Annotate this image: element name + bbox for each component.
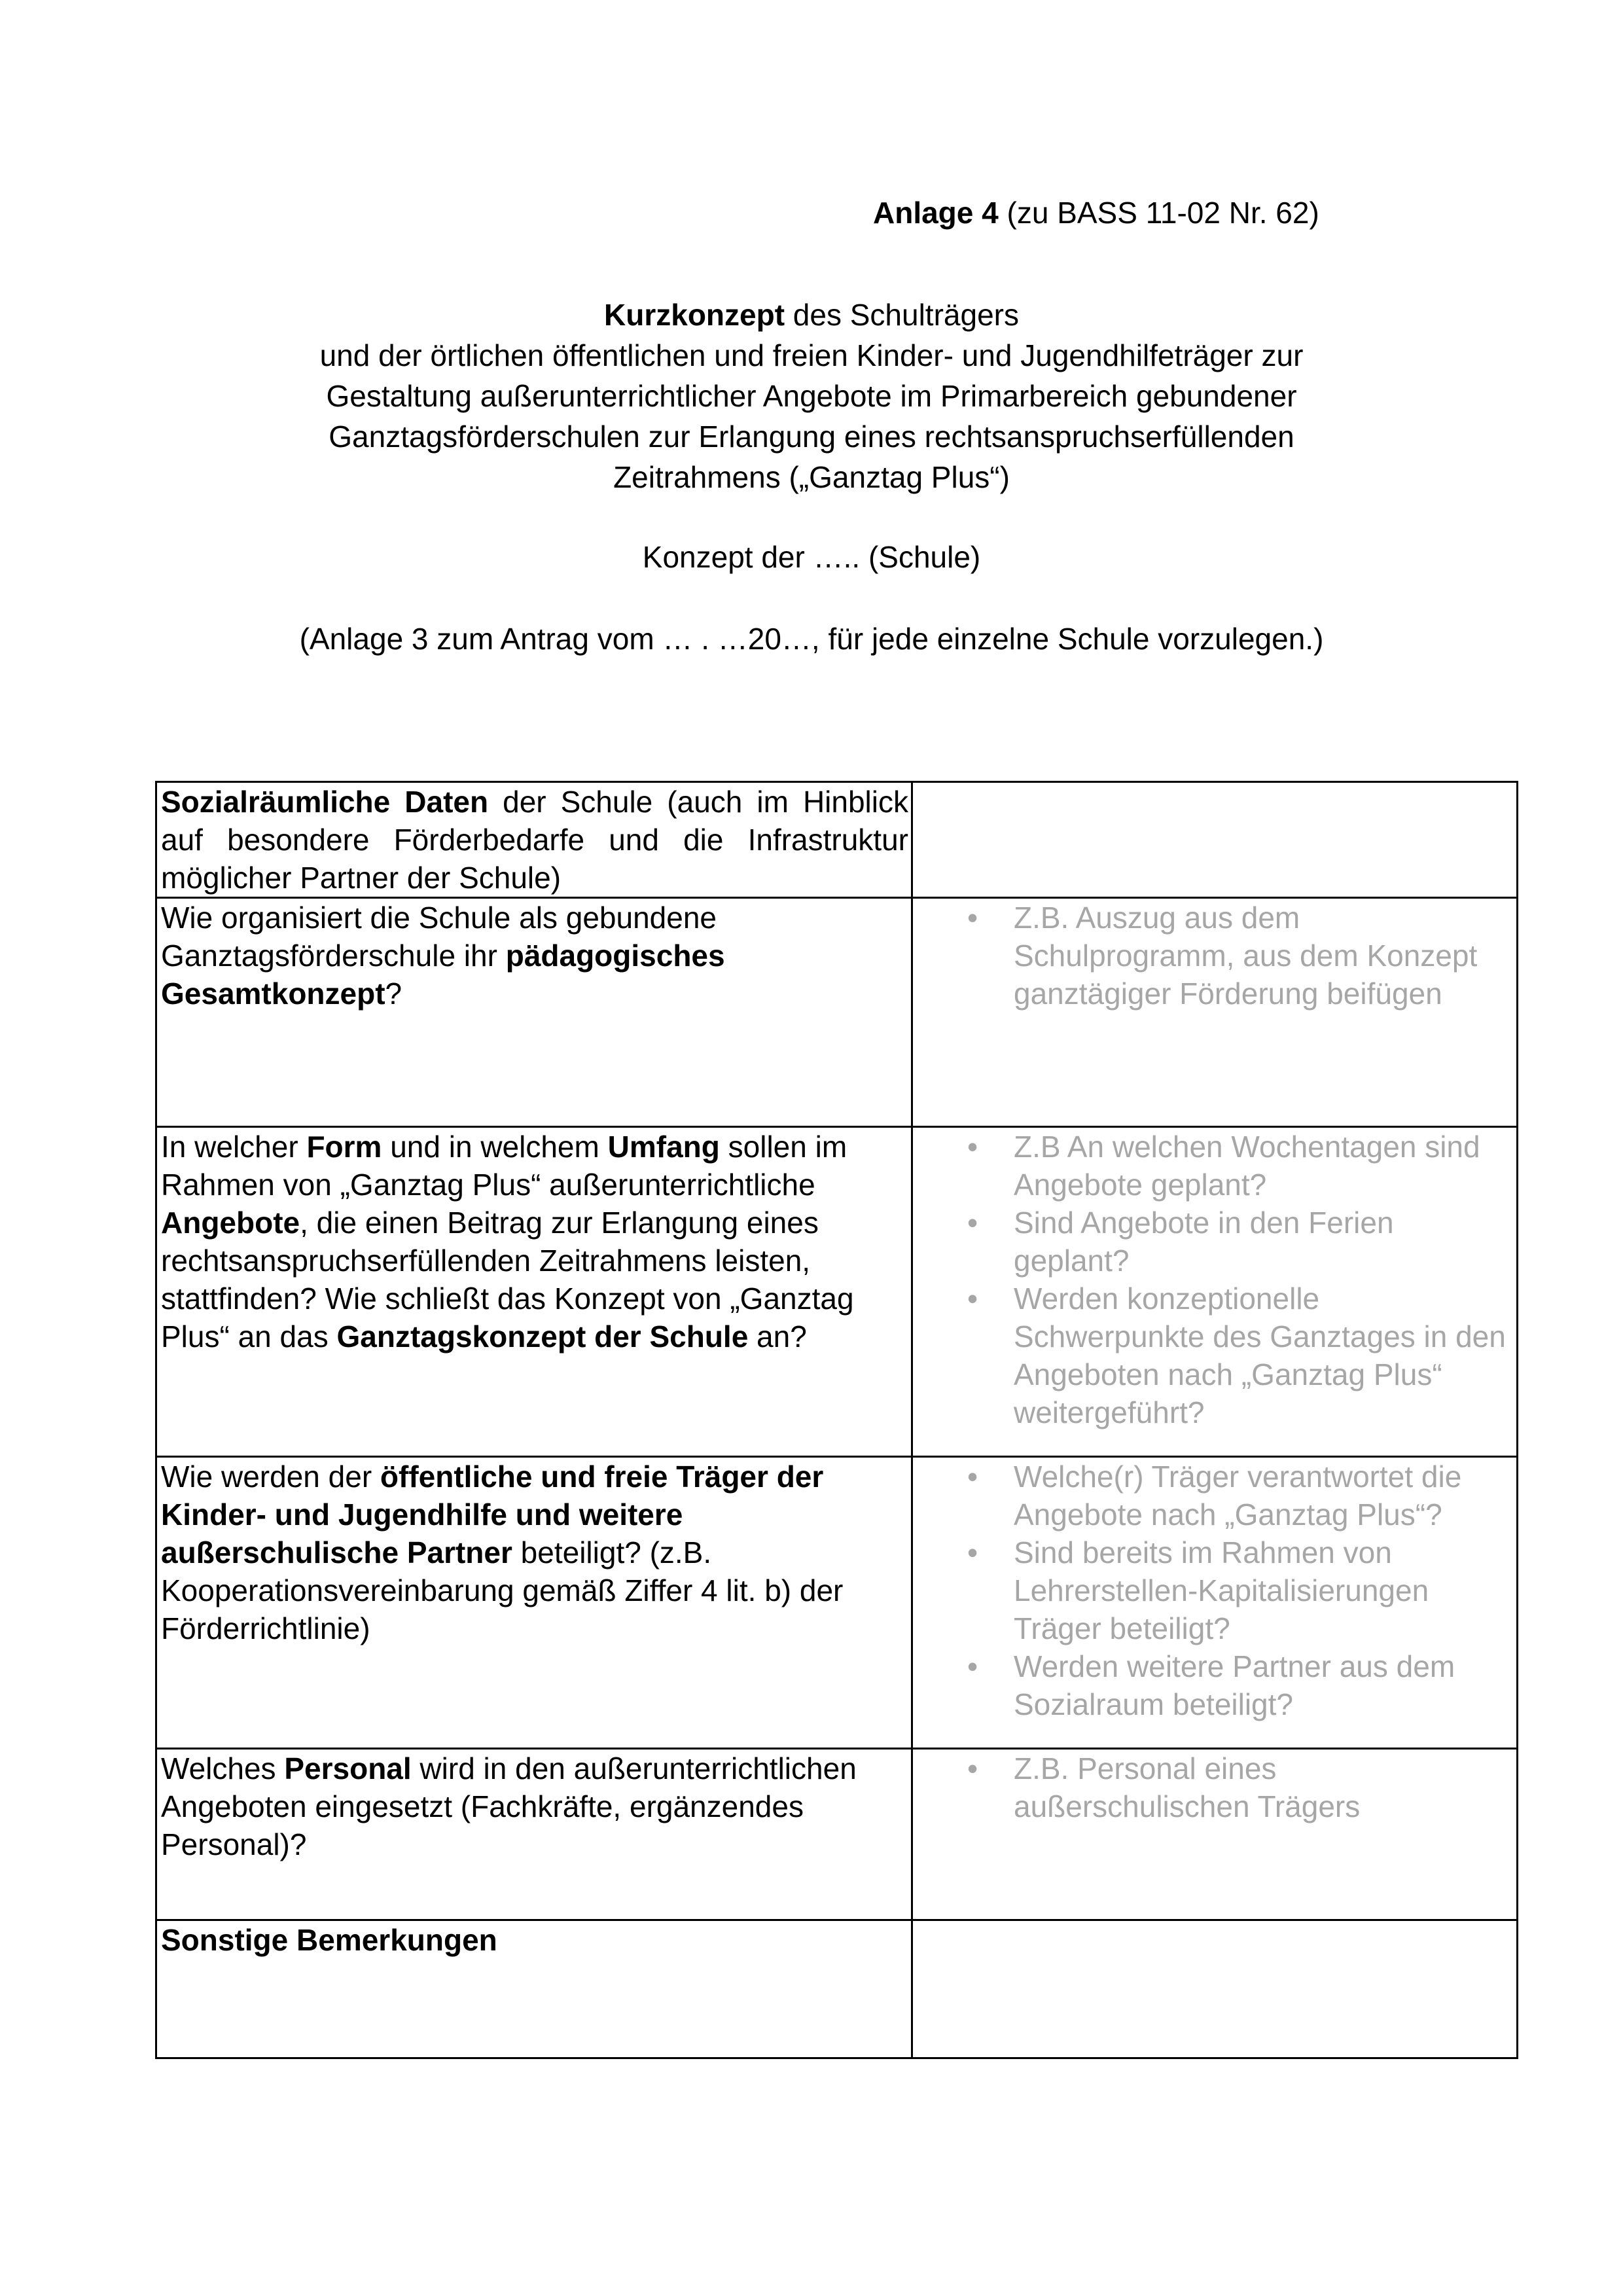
question-text: Welches bbox=[161, 1751, 285, 1785]
question-text: sollen im Rahmen von „Ganztag Plus“ außerunterrichtliche bbox=[161, 1130, 847, 1202]
application-note: (Anlage 3 zum Antrag vom … . …20…, für jede einzelne Schule vorzulegen.) bbox=[299, 622, 1324, 656]
hint-text: Z.B An welchen Wochentagen sind Angebote geplant? bbox=[1014, 1130, 1480, 1202]
answer-cell[interactable] bbox=[912, 1920, 1518, 2058]
question-emphasis: Ganztagskonzept der Schule bbox=[336, 1319, 749, 1354]
question-cell bbox=[156, 1749, 912, 1920]
question-cell bbox=[156, 898, 912, 1127]
hint-text: Werden konzeptionelle Schwerpunkte des Ganztages in den Angeboten nach „Ganztag Plus“ weitergeführt? bbox=[1014, 1282, 1506, 1429]
bullet-icon: • bbox=[967, 1130, 978, 1164]
hint-text: Welche(r) Träger verantwortet die Angebote nach „Ganztag Plus“? bbox=[1014, 1460, 1462, 1532]
title-line-5: Zeitrahmens („Ganztag Plus“) bbox=[613, 460, 1010, 494]
hint-list bbox=[917, 1458, 1514, 1723]
table-row bbox=[156, 1457, 1518, 1749]
hint-item bbox=[967, 1458, 1514, 1534]
hint-text: Z.B. Auszug aus dem Schulprogramm, aus dem Konzept ganztägiger Förderung beifügen bbox=[1014, 901, 1478, 1011]
answer-cell[interactable] bbox=[912, 1127, 1518, 1457]
question-emphasis: Sonstige Bemerkungen bbox=[161, 1923, 497, 1957]
question-emphasis: Form bbox=[306, 1130, 382, 1164]
hint-item bbox=[967, 1647, 1514, 1723]
table-row bbox=[156, 1749, 1518, 1920]
title-line-4: Ganztagsförderschulen zur Erlangung eines rechtsanspruchserfüllenden bbox=[329, 420, 1294, 454]
question-text: In welcher bbox=[161, 1130, 307, 1164]
bullet-icon: • bbox=[967, 901, 978, 935]
question-text: der Schule (auch im Hinblick auf besondere Förderbedarfe und die Infrastruktur möglicher Partner der Schule) bbox=[161, 785, 909, 895]
hint-item bbox=[967, 1128, 1514, 1204]
document-title bbox=[157, 295, 1466, 497]
title-line-3: Gestaltung außerunterrichtlicher Angebote im Primarbereich gebundener bbox=[326, 379, 1297, 413]
hint-item bbox=[967, 1204, 1514, 1280]
question-cell bbox=[156, 1127, 912, 1457]
question-cell bbox=[156, 782, 912, 898]
question-emphasis: Personal bbox=[284, 1751, 412, 1785]
title-line-1: Kurzkonzept des Schulträgers bbox=[604, 298, 1019, 332]
hint-text: Sind bereits im Rahmen von Lehrerstellen-Kapitalisierungen Träger beteiligt? bbox=[1014, 1535, 1429, 1645]
question-text: ? bbox=[385, 977, 402, 1011]
hint-item bbox=[967, 899, 1514, 1013]
question-emphasis: Sozialräumliche Daten bbox=[161, 785, 489, 819]
bullet-icon: • bbox=[967, 1460, 978, 1494]
hint-item bbox=[967, 1280, 1514, 1431]
hint-list bbox=[917, 1749, 1514, 1825]
answer-cell[interactable] bbox=[912, 782, 1518, 898]
annex-source: (zu BASS 11-02 Nr. 62) bbox=[998, 196, 1319, 230]
hint-item bbox=[967, 1534, 1514, 1647]
annex-label: Anlage 4 bbox=[873, 196, 999, 230]
question-emphasis: Umfang bbox=[607, 1130, 720, 1164]
question-cell bbox=[156, 1457, 912, 1749]
answer-cell[interactable] bbox=[912, 898, 1518, 1127]
hint-text: Z.B. Personal eines außerschulischen Trägers bbox=[1014, 1751, 1361, 1823]
question-emphasis: pädagogisches Gesamtkonzept bbox=[161, 939, 725, 1011]
hint-list bbox=[917, 899, 1514, 1013]
question-text: wird in den außerunterrichtlichen Angeboten eingesetzt (Fachkräfte, ergänzendes Personal)? bbox=[161, 1751, 857, 1861]
question-text: , die einen Beitrag zur Erlangung eines rechtsanspruchserfüllenden Zeitrahmens leisten, stattfinden? Wie schließt das Konzept von „Ganztag Plus“ an das bbox=[161, 1206, 854, 1354]
table-row bbox=[156, 782, 1518, 898]
question-text: beteiligt? (z.B. Kooperationsvereinbarung gemäß Ziffer 4 lit. b) der Förderrichtlinie) bbox=[161, 1535, 844, 1645]
bullet-icon: • bbox=[967, 1649, 978, 1683]
question-emphasis: öffentliche und freie Träger der Kinder- und Jugendhilfe und weitere außerschulische Partner bbox=[161, 1460, 824, 1570]
table-row bbox=[156, 1127, 1518, 1457]
question-text: Wie werden der bbox=[161, 1460, 380, 1494]
answer-cell[interactable] bbox=[912, 1749, 1518, 1920]
question-cell bbox=[156, 1920, 912, 2058]
table-row bbox=[156, 1920, 1518, 2058]
concept-form-table bbox=[155, 781, 1518, 2059]
hint-item bbox=[967, 1749, 1514, 1825]
title-line-2: und der örtlichen öffentlichen und freien Kinder- und Jugendhilfeträger zur bbox=[319, 338, 1304, 372]
question-text: Wie organisiert die Schule als gebundene Ganztagsförderschule ihr bbox=[161, 901, 717, 973]
answer-cell[interactable] bbox=[912, 1457, 1518, 1749]
bullet-icon: • bbox=[967, 1535, 978, 1570]
hint-text: Werden weitere Partner aus dem Sozialraum beteiligt? bbox=[1014, 1649, 1455, 1721]
annex-reference bbox=[873, 194, 1319, 232]
bullet-icon: • bbox=[967, 1282, 978, 1316]
question-text: und in welchem bbox=[382, 1130, 608, 1164]
hint-list bbox=[917, 1128, 1514, 1431]
hint-text: Sind Angebote in den Ferien geplant? bbox=[1014, 1206, 1394, 1278]
table-row bbox=[156, 898, 1518, 1127]
title-keyword: Kurzkonzept bbox=[604, 298, 785, 332]
question-text: an? bbox=[748, 1319, 807, 1354]
bullet-icon: • bbox=[967, 1206, 978, 1240]
question-emphasis: Angebote bbox=[161, 1206, 300, 1240]
school-concept-line: Konzept der ….. (Schule) bbox=[642, 540, 981, 574]
bullet-icon: • bbox=[967, 1751, 978, 1785]
